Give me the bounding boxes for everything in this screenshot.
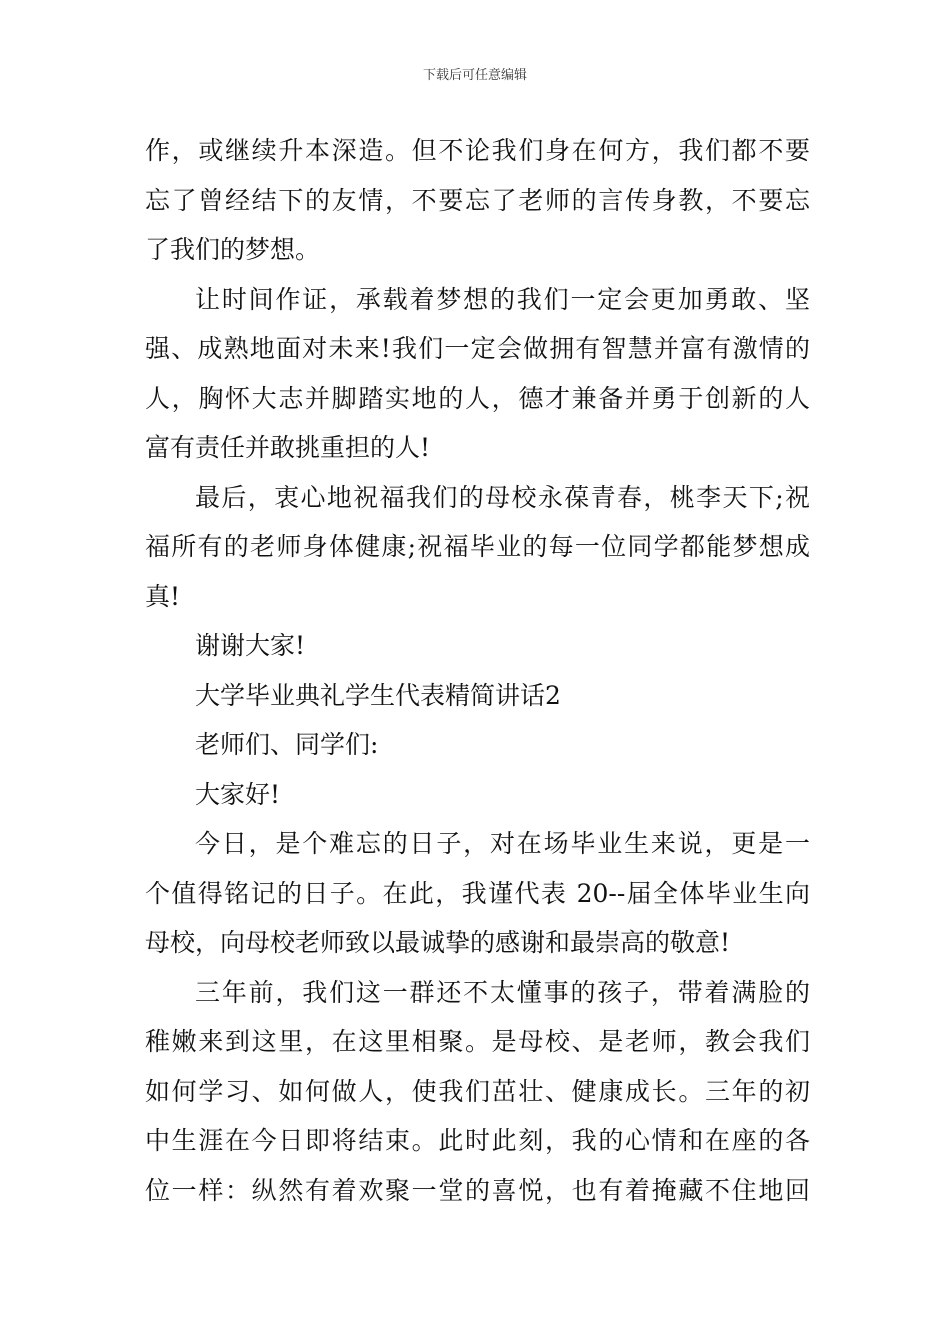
text-line: 中生涯在今日即将结束。此时此刻，我的心情和在座的各	[145, 1126, 810, 1155]
text-line: 人，胸怀大志并脚踏实地的人，德才兼备并勇于创新的人	[145, 383, 810, 413]
text-line: 稚嫩来到这里，在这里相聚。是母校、是老师，教会我们	[145, 1027, 810, 1056]
text-line: 如何学习、如何做人，使我们茁壮、健康成长。三年的初	[145, 1076, 810, 1106]
text-line: 今日，是个难忘的日子，对在场毕业生来说，更是一	[195, 829, 810, 858]
text-line: 大家好!	[195, 779, 281, 809]
text-line: 忘了曾经结下的友情，不要忘了老师的言传身教，不要忘	[145, 185, 810, 215]
text-line: 大学毕业典礼学生代表精简讲话2	[195, 680, 561, 710]
text-line: 位一样：纵然有着欢聚一堂的喜悦，也有着掩藏不住地回	[145, 1175, 810, 1205]
text-line: 三年前，我们这一群还不太懂事的孩子，带着满脸的	[195, 977, 810, 1007]
text-line: 老师们、同学们:	[195, 730, 379, 759]
text-line: 个值得铭记的日子。在此，我谨代表 20--届全体毕业生向	[145, 878, 810, 908]
text-line: 福所有的老师身体健康;祝福毕业的每一位同学都能梦想成	[145, 532, 810, 561]
document-body	[145, 126, 810, 1215]
page-header: 下载后可任意编辑	[422, 68, 527, 83]
text-line: 让时间作证，承载着梦想的我们一定会更加勇敢、坚	[195, 284, 810, 314]
text-line: 作，或继续升本深造。但不论我们身在何方，我们都不要	[145, 136, 810, 165]
text-line: 富有责任并敢挑重担的人!	[145, 433, 431, 462]
text-line: 了我们的梦想。	[145, 235, 321, 264]
text-line: 强、成熟地面对未来!我们一定会做拥有智慧并富有激情的	[145, 334, 810, 363]
text-line: 最后，衷心地祝福我们的母校永葆青春，桃李天下;祝	[195, 482, 810, 512]
text-line: 真!	[145, 581, 181, 611]
text-line: 谢谢大家!	[195, 631, 306, 660]
text-line: 母校，向母校老师致以最诚挚的感谢和最崇高的敬意!	[145, 928, 731, 957]
